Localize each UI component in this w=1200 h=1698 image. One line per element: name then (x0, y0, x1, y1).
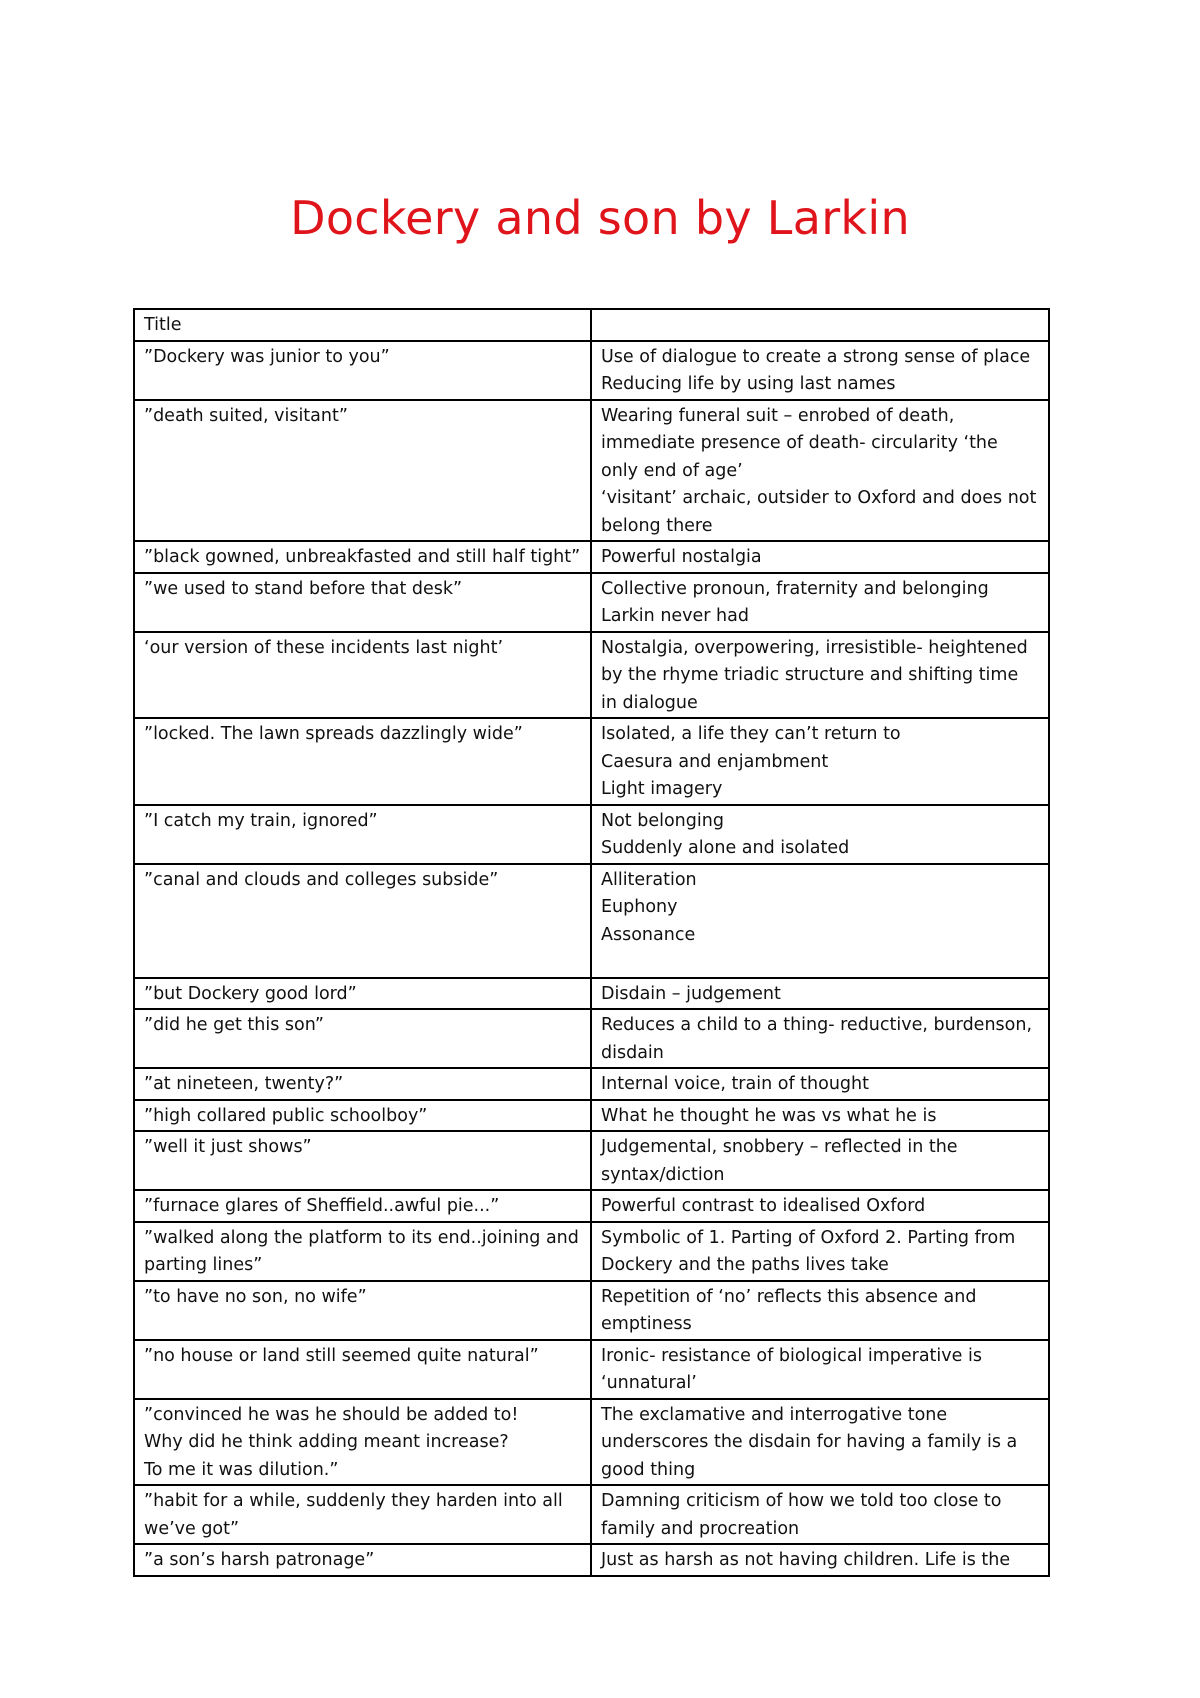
analysis-cell: Not belonging Suddenly alone and isolated (591, 805, 1049, 864)
analysis-cell: Damning criticism of how we told too close to family and procreation (591, 1485, 1049, 1544)
quote-cell: ”to have no son, no wife” (134, 1281, 591, 1340)
analysis-cell: Isolated, a life they can’t return to Caesura and enjambment Light imagery (591, 718, 1049, 805)
table-row (134, 632, 1049, 719)
table-row (134, 805, 1049, 864)
table-row (134, 1190, 1049, 1222)
quote-cell: ”death suited, visitant” (134, 400, 591, 542)
table-row (134, 341, 1049, 400)
analysis-cell (591, 309, 1049, 341)
analysis-cell: Powerful contrast to idealised Oxford (591, 1190, 1049, 1222)
quote-cell: ”I catch my train, ignored” (134, 805, 591, 864)
table-row (134, 1281, 1049, 1340)
quote-cell: ”canal and clouds and colleges subside” (134, 864, 591, 978)
analysis-cell: Symbolic of 1. Parting of Oxford 2. Parting from Dockery and the paths lives take (591, 1222, 1049, 1281)
quote-cell: ”Dockery was junior to you” (134, 341, 591, 400)
quote-cell: ‘our version of these incidents last night’ (134, 632, 591, 719)
quote-cell: ”locked. The lawn spreads dazzlingly wide” (134, 718, 591, 805)
analysis-cell: Internal voice, train of thought (591, 1068, 1049, 1100)
quote-cell: ”at nineteen, twenty?” (134, 1068, 591, 1100)
analysis-cell: The exclamative and interrogative tone underscores the disdain for having a family is a good thing (591, 1399, 1049, 1486)
table-row (134, 1399, 1049, 1486)
quote-cell: Title (134, 309, 591, 341)
analysis-cell: What he thought he was vs what he is (591, 1100, 1049, 1132)
table-row (134, 309, 1049, 341)
table-row (134, 1222, 1049, 1281)
quote-cell: ”habit for a while, suddenly they harden into all we’ve got” (134, 1485, 591, 1544)
notes-table-body (134, 309, 1049, 1576)
analysis-cell: Collective pronoun, fraternity and belonging Larkin never had (591, 573, 1049, 632)
table-row (134, 1100, 1049, 1132)
page-title: Dockery and son by Larkin (290, 191, 910, 245)
analysis-cell: Just as harsh as not having children. Life is the (591, 1544, 1049, 1576)
analysis-cell: Use of dialogue to create a strong sense of place Reducing life by using last names (591, 341, 1049, 400)
quote-cell: ”did he get this son” (134, 1009, 591, 1068)
table-row (134, 1340, 1049, 1399)
analysis-cell: Powerful nostalgia (591, 541, 1049, 573)
quote-cell: ”but Dockery good lord” (134, 978, 591, 1010)
analysis-cell: Judgemental, snobbery – reflected in the syntax/diction (591, 1131, 1049, 1190)
table-row (134, 541, 1049, 573)
table-row (134, 1485, 1049, 1544)
quote-cell: ”convinced he was he should be added to! Why did he think adding meant increase? To me it was dilution.” (134, 1399, 591, 1486)
table-row (134, 400, 1049, 542)
quote-cell: ”black gowned, unbreakfasted and still half tight” (134, 541, 591, 573)
table-row (134, 718, 1049, 805)
quote-cell: ”furnace glares of Sheffield..awful pie...” (134, 1190, 591, 1222)
table-row (134, 978, 1049, 1010)
analysis-cell: Repetition of ‘no’ reflects this absence and emptiness (591, 1281, 1049, 1340)
analysis-cell: Nostalgia, overpowering, irresistible- heightened by the rhyme triadic structure and shifting time in dialogue (591, 632, 1049, 719)
table-row (134, 573, 1049, 632)
quote-cell: ”we used to stand before that desk” (134, 573, 591, 632)
analysis-cell: Disdain – judgement (591, 978, 1049, 1010)
quote-cell: ”no house or land still seemed quite natural” (134, 1340, 591, 1399)
table-row (134, 864, 1049, 978)
table-row (134, 1009, 1049, 1068)
notes-table (133, 308, 1050, 1577)
analysis-cell: Alliteration Euphony Assonance (591, 864, 1049, 978)
analysis-cell: Reduces a child to a thing- reductive, burdenson, disdain (591, 1009, 1049, 1068)
analysis-cell: Wearing funeral suit – enrobed of death, immediate presence of death- circularity ‘the only end of age’ ‘visitant’ archaic, outsider to Oxford and does not belong there (591, 400, 1049, 542)
quote-cell: ”high collared public schoolboy” (134, 1100, 591, 1132)
analysis-cell: Ironic- resistance of biological imperative is ‘unnatural’ (591, 1340, 1049, 1399)
quote-cell: ”a son’s harsh patronage” (134, 1544, 591, 1576)
quote-cell: ”walked along the platform to its end..joining and parting lines” (134, 1222, 591, 1281)
table-row (134, 1131, 1049, 1190)
table-row (134, 1068, 1049, 1100)
table-row (134, 1544, 1049, 1576)
quote-cell: ”well it just shows” (134, 1131, 591, 1190)
